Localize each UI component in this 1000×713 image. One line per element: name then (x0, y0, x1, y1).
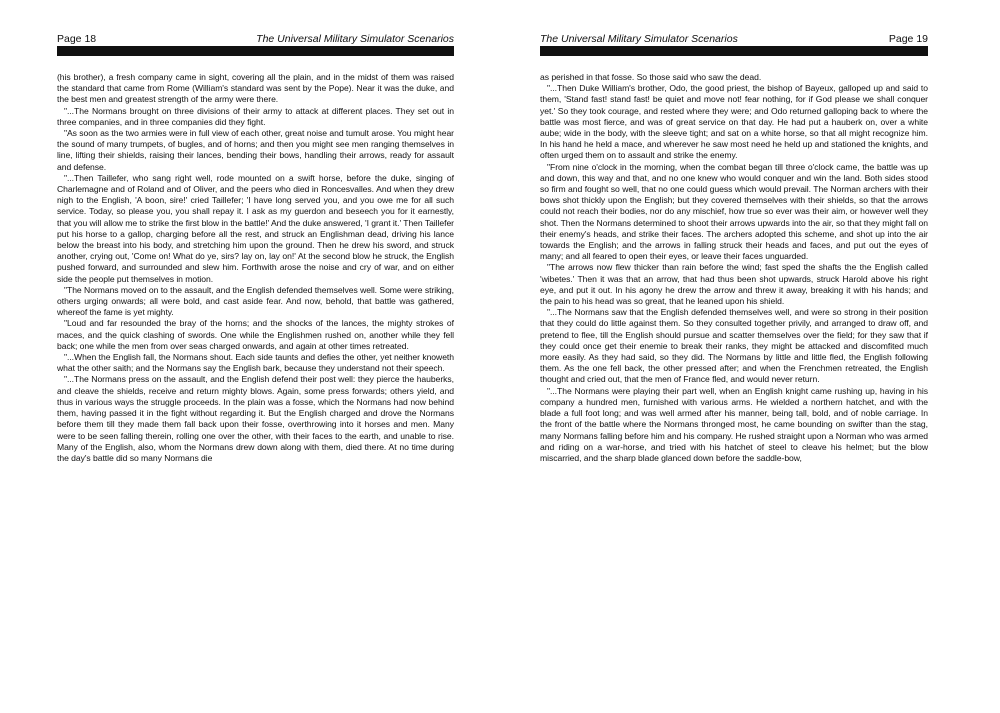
body-text (57, 72, 454, 464)
page-header (57, 32, 454, 45)
paragraph: "...The Normans saw that the English defended themselves well, and were so strong in their position that they could do little against them. So they consulted together privily, and arranged to draw off, and pretend to flee, till the English should pursue and scatter themselves over the field; for they saw that if they could once get their enemie to break their ranks, they might be attacked and discomfited much more easily. As they had said, so they did. The Normans by little and little fled, the English following them. As the one fell back, the other pressed after; and when the Frenchmen retreated, the English thought and cried out, that the men of France fled, and would never return. (540, 307, 928, 385)
paragraph: "From nine o'clock in the morning, when the combat began till three o'clock came, the battle was up and down, this way and that, and no one knew who would conquer and win the land. Both sides stood so firm and fought so well, that no one could guess which would prevail. The Norman archers with their bows shot thickly upon the English; but they covered themselves with their shields, so that the arrows could not reach their bodies, nor do any mischief, how true so ever was their aim, or however well they shot. Then the Normans determined to shoot their arrows upwards into the air, so that they might fall on their enemy's heads, and strike their faces. The archers adopted this scheme, and shot up into the air towards the English; and the arrows in falling struck their heads and faces, and put out the eyes of many; and all feared to open their eyes, or leave their faces unguarded. (540, 161, 928, 262)
paragraph: "...When the English fall, the Normans shout. Each side taunts and defies the other, yet neither knoweth what the other saith; and the Normans say the English bark, because they understand not their speech. (57, 352, 454, 374)
page-number: Page 19 (888, 33, 928, 45)
paragraph: "The Normans moved on to the assault, and the English defended themselves well. Some were striking, others urging onwards; all were bold, and cast aside fear. And now, behold, that battle was gathered, whereof the fame is yet mighty. (57, 284, 454, 318)
paragraph: as perished in that fosse. So those said who saw the dead. (540, 72, 762, 82)
paragraph: "...The Normans press on the assault, and the English defend their post well: they pierce the hauberks, and cleave the shields, receive and return mighty blows. Again, some press forwards; others yield, and thus in various ways the struggle proceeds. In the plain was a fosse, which the Normans had now behind them, having passed it in the fight without regarding it. But the English charged and drove the Normans before them till they made them fall back upon their fosse, overthrowing into it horses and men. Many were to be seen falling therein, rolling one over the other, with their faces to the earth, and unable to rise. Many of the English, also, whom the Normans drew down along with them, died there. At no time during the day's battle did so many Normans die (57, 374, 454, 463)
header-rule (540, 46, 928, 56)
paragraph: "The arrows now flew thicker than rain before the wind; fast sped the shafts the the English called 'wibetes.' Then it was that an arrow, that had thus been shot upwards, struck Harold above his right eye, and put it out. In his agony he drew the arrow and threw it away, breaking it with his hands; and the pain to his head was so great, that he leaned upon his shield. (540, 262, 928, 307)
paragraph: "...The Normans brought on three divisions of their army to attack at different places. They set out in three companies, and in three companies did they fight. (57, 105, 454, 127)
paragraph: "...Then Duke William's brother, Odo, the good priest, the bishop of Bayeux, galloped up and said to them, 'Stand fast! stand fast! be quiet and move not! fear nothing, for if God please we shall conquer yet.' So they took courage, and rested where they were; and Odo returned galloping back to where the battle was most fierce, and was of great service on that day. He had put a hauberk on, over a white aube; wide in the body, with the sleeve tight; and sat on a white horse, so that all might recognize him. In his hand he held a mace, and wherever he saw most need he held up and stationed the knights, and often urged them on to assault and strike the enemy. (540, 83, 928, 161)
running-title: The Universal Military Simulator Scenarios (256, 33, 454, 45)
page-number: Page 18 (57, 33, 97, 45)
body-text (540, 72, 928, 464)
paragraph: "Loud and far resounded the bray of the horns; and the shocks of the lances, the mighty strokes of maces, and the quick clashing of swords. One while the Englishmen rushed on, another while they fell back; one while the men from over seas charged onwards, and again at other times retreated. (57, 318, 454, 351)
left-page (57, 32, 454, 464)
paragraph: "As soon as the two armies were in full view of each other, great noise and tumult arose. You might hear the sound of many trumpets, of bugles, and of horns; and then you might see men ranging themselves in line, lifting their shields, raising their lances, bending their bows, handling their arrows, ready for assault and defense. (57, 128, 454, 172)
right-page (540, 32, 928, 464)
page-header (540, 32, 928, 45)
paragraph: "...The Normans were playing their part well, when an English knight came rushing up, having in his company a hundred men, furnished with various arms. He wielded a northern hatchet, and with the blade a full foot long; and was well armed after his manner, being tall, bold, and of noble carriage. In the front of the battle where the Normans thronged most, he came bounding on swifter than the stag, many Normans falling before him and his company. He rushed straight upon a Norman who was armed and riding on a war-horse, and tried with his hatchet of steel to cleave his helmet; but the blow miscarried, and the sharp blade glanced down before the saddle-bow, (540, 385, 928, 463)
paragraph: (his brother), a fresh company came in sight, covering all the plain, and in the midst of them was raised the standard that came from Rome (William's standard was sent by the Pope). Near it was the duke, and the best men and greatest strength of the army were there. (57, 72, 454, 105)
header-rule (57, 46, 454, 56)
paragraph: "...Then Taillefer, who sang right well, rode mounted on a swift horse, before the duke, singing of Charlemagne and of Roland and of Oliver, and the peers who died in Roncesvalles. And when they drew nigh to the English, 'A boon, sire!' cried Taillefer; 'I have long served you, and you owe me for all such service. Today, so please you, you shall repay it. I ask as my guerdon and beseech you for it earnestly, that you will allow me to strike the first blow in the battle!' And the duke answered, 'I grant it.' Then Taillefer put his horse to a gallop, charging before all the rest, and struck an Englishman dead, driving his lance below the breast into his body, and stretching him upon the ground. Then he drew his sword, and struck another, crying out, 'Come on! What do ye, sirs? lay on, lay on!' At the second blow he struck, the English pushed forward, and surrounded and slew him. Forthwith arose the noise and cry of war, and on either side the people put themselves in motion. (57, 172, 454, 284)
running-title: The Universal Military Simulator Scenarios (540, 33, 738, 45)
